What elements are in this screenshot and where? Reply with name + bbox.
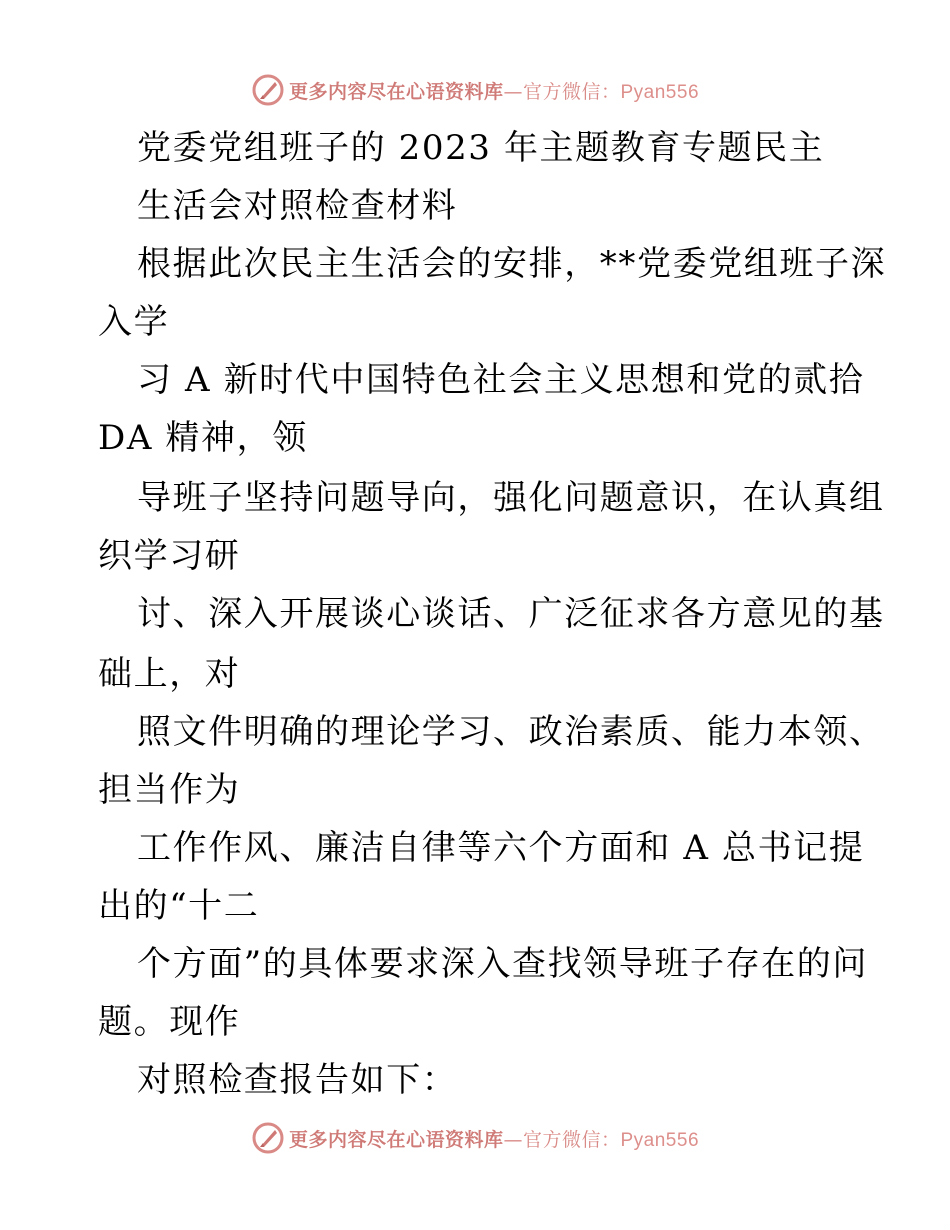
paragraph-line: 础上，对 xyxy=(98,654,241,694)
paragraph-line: 题。现作 xyxy=(98,1002,241,1042)
paragraph-line: 担当作为 xyxy=(98,770,241,810)
watermark-text xyxy=(289,77,699,104)
watermark-dash: — xyxy=(503,80,523,103)
watermark-text xyxy=(289,1125,699,1152)
watermark-wechat-id: Pyan556 xyxy=(620,1129,700,1151)
document-title-line-1: 党委党组班子的 2023 年主题教育专题民主 xyxy=(137,128,825,168)
watermark-wechat-id: Pyan556 xyxy=(620,81,700,103)
watermark-wechat-label: 官方微信： xyxy=(522,80,621,103)
paragraph-line: 导班子坚持问题导向，强化问题意识，在认真组 xyxy=(137,478,885,518)
watermark-wechat-label: 官方微信： xyxy=(522,1128,621,1151)
header-watermark xyxy=(0,70,950,110)
watermark-site: 更多内容尽在心语资料库 xyxy=(288,80,504,103)
paragraph-line: 根据此次民主生活会的安排，**党委党组班子深 xyxy=(137,244,887,284)
paragraph-line: 出的“十二 xyxy=(98,886,260,926)
paragraph-line: 讨、深入开展谈心谈话、广泛征求各方意见的基 xyxy=(137,594,885,634)
quill-pen-logo-icon xyxy=(251,73,285,107)
document-title-line-2: 生活会对照检查材料 xyxy=(137,186,458,226)
watermark-dash: — xyxy=(503,1128,523,1151)
quill-pen-logo-icon xyxy=(251,1121,285,1155)
paragraph-line: 对照检查报告如下： xyxy=(137,1060,458,1100)
watermark-site: 更多内容尽在心语资料库 xyxy=(288,1128,504,1151)
paragraph-line: 工作作风、廉洁自律等六个方面和 A 总书记提 xyxy=(137,828,865,868)
paragraph-line: 入学 xyxy=(98,302,170,342)
footer-watermark xyxy=(0,1118,950,1158)
paragraph-line: 照文件明确的理论学习、政治素质、能力本领、 xyxy=(137,712,885,752)
paragraph-line: 织学习研 xyxy=(98,536,241,576)
paragraph-line: DA 精神，领 xyxy=(98,418,308,458)
paragraph-line: 个方面”的具体要求深入查找领导班子存在的问 xyxy=(137,944,868,984)
paragraph-line: 习 A 新时代中国特色社会主义思想和党的贰拾 xyxy=(137,360,865,400)
